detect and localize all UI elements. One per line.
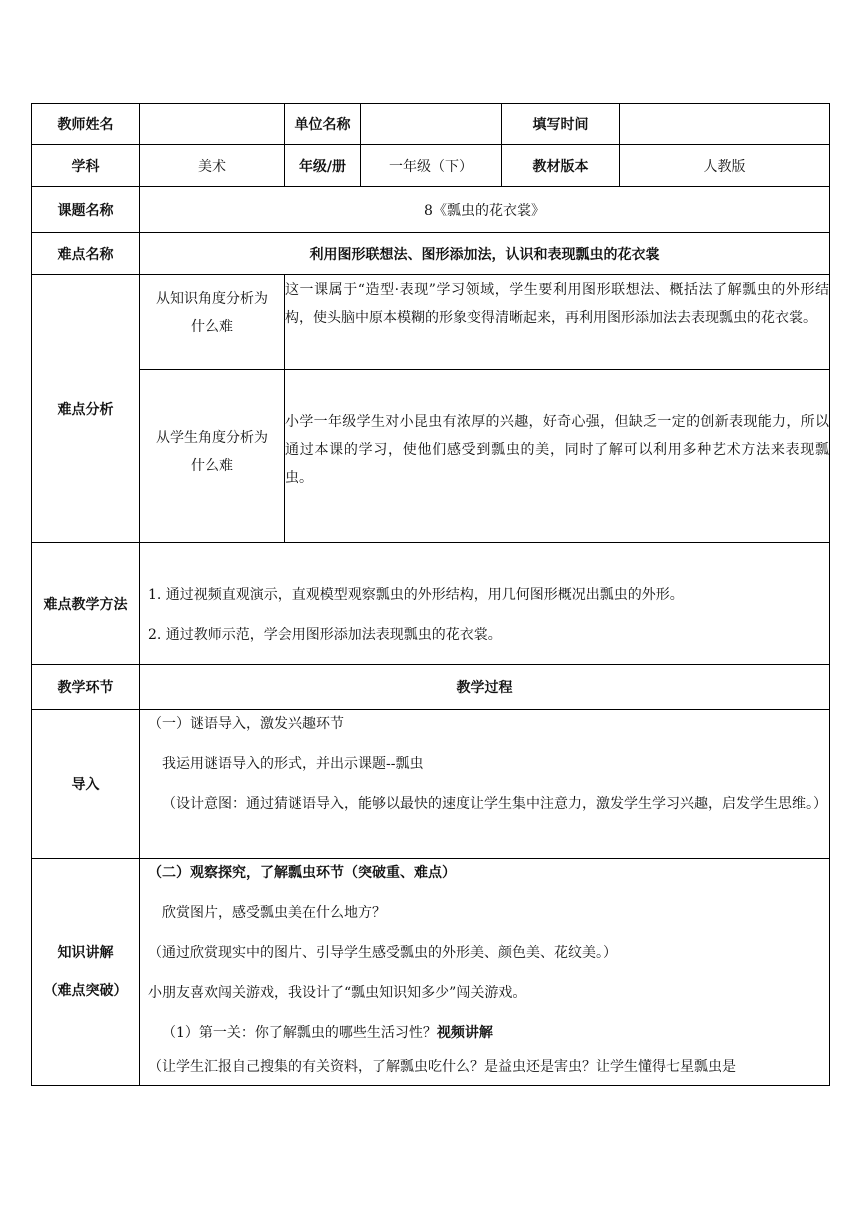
student-question: 从学生角度分析为什么难 (140, 370, 285, 543)
fill-date-label: 填写时间 (502, 104, 620, 145)
lesson-plan-table (31, 103, 830, 1086)
difficulty-value: 利用图形联想法、图形添加法，认识和表现瓢虫的花衣裳 (140, 233, 830, 275)
subject-label: 学科 (32, 145, 140, 187)
lesson-title-label: 课题名称 (32, 187, 140, 233)
knowledge-analysis-text: 这一课属于“造型·表现”学习领域，学生要利用图形联想法、概括法了解瓢虫的外形结构，使头脑中原本模糊的形象变得清晰起来，再利用图形添加法去表现瓢虫的花衣裳。 (285, 275, 830, 370)
knowledge-line-5-text: （1）第一关：你了解瓢虫的哪些生活习性？ (162, 1025, 437, 1041)
lesson-row (32, 187, 830, 233)
subject-row (32, 145, 830, 187)
knowledge-label-line-2: （难点突破） (43, 983, 128, 999)
lesson-title-value: 8《瓢虫的花衣裳》 (140, 187, 830, 233)
knowledge-content (140, 859, 830, 1086)
intro-content (140, 710, 830, 859)
video-explanation-label: 视频讲解 (436, 1025, 493, 1041)
intro-line-3: （设计意图：通过猜谜语导入，能够以最快的速度让学生集中注意力，激发学生学习兴趣，启发学生思维。） (162, 796, 827, 812)
edition-label: 教材版本 (502, 145, 620, 187)
method-row (32, 543, 830, 665)
knowledge-question: 从知识角度分析为什么难 (140, 275, 285, 370)
teacher-name-label: 教师姓名 (32, 104, 140, 145)
unit-name-label: 单位名称 (285, 104, 361, 145)
knowledge-line-5 (148, 1019, 821, 1047)
difficulty-label: 难点名称 (32, 233, 140, 275)
knowledge-line-2: 欣赏图片，感受瓢虫美在什么地方？ (162, 905, 386, 921)
subject-value: 美术 (140, 145, 285, 187)
analysis-student-row (32, 370, 830, 543)
analysis-label: 难点分析 (32, 275, 140, 543)
fill-date-value (620, 104, 830, 145)
knowledge-line-4: 小朋友喜欢闯关游戏，我设计了“瓢虫知识知多少”闯关游戏。 (148, 985, 527, 1001)
unit-name-value (361, 104, 502, 145)
knowledge-label-cell (32, 859, 140, 1086)
intro-line-1: （一）谜语导入，激发兴趣环节 (148, 716, 344, 732)
method-item-2: 2. 通过教师示范，学会用图形添加法表现瓢虫的花衣裳。 (148, 627, 502, 643)
intro-label: 导入 (32, 710, 140, 859)
grade-label: 年级/册 (285, 145, 361, 187)
teacher-name-value (140, 104, 285, 145)
knowledge-label-line-1: 知识讲解 (57, 945, 114, 961)
method-label: 难点教学方法 (32, 543, 140, 665)
intro-row (32, 710, 830, 859)
knowledge-line-6: （让学生汇报自己搜集的有关资料，了解瓢虫吃什么？是益虫还是害虫？让学生懂得七星瓢虫是 (148, 1059, 736, 1075)
student-analysis-text: 小学一年级学生对小昆虫有浓厚的兴趣，好奇心强，但缺乏一定的创新表现能力，所以通过本课的学习，使他们感受到瓢虫的美，同时了解可以利用多种艺术方法来表现瓢虫。 (285, 370, 830, 543)
intro-line-2: 我运用谜语导入的形式，并出示课题--瓢虫 (162, 756, 424, 772)
stage-header: 教学环节 (32, 665, 140, 710)
edition-value: 人教版 (620, 145, 830, 187)
knowledge-row (32, 859, 830, 1086)
method-content (140, 543, 830, 665)
process-header-row (32, 665, 830, 710)
knowledge-line-3: （通过欣赏现实中的图片、引导学生感受瓢虫的外形美、颜色美、花纹美。） (148, 945, 617, 961)
difficulty-row (32, 233, 830, 275)
analysis-knowledge-row (32, 275, 830, 370)
header-row (32, 104, 830, 145)
grade-value: 一年级（下） (361, 145, 502, 187)
knowledge-line-1: （二）观察探究，了解瓢虫环节（突破重、难点） (148, 865, 456, 881)
method-item-1: 1. 通过视频直观演示，直观模型观察瓢虫的外形结构，用几何图形概况出瓢虫的外形。 (148, 587, 684, 603)
process-header: 教学过程 (140, 665, 830, 710)
